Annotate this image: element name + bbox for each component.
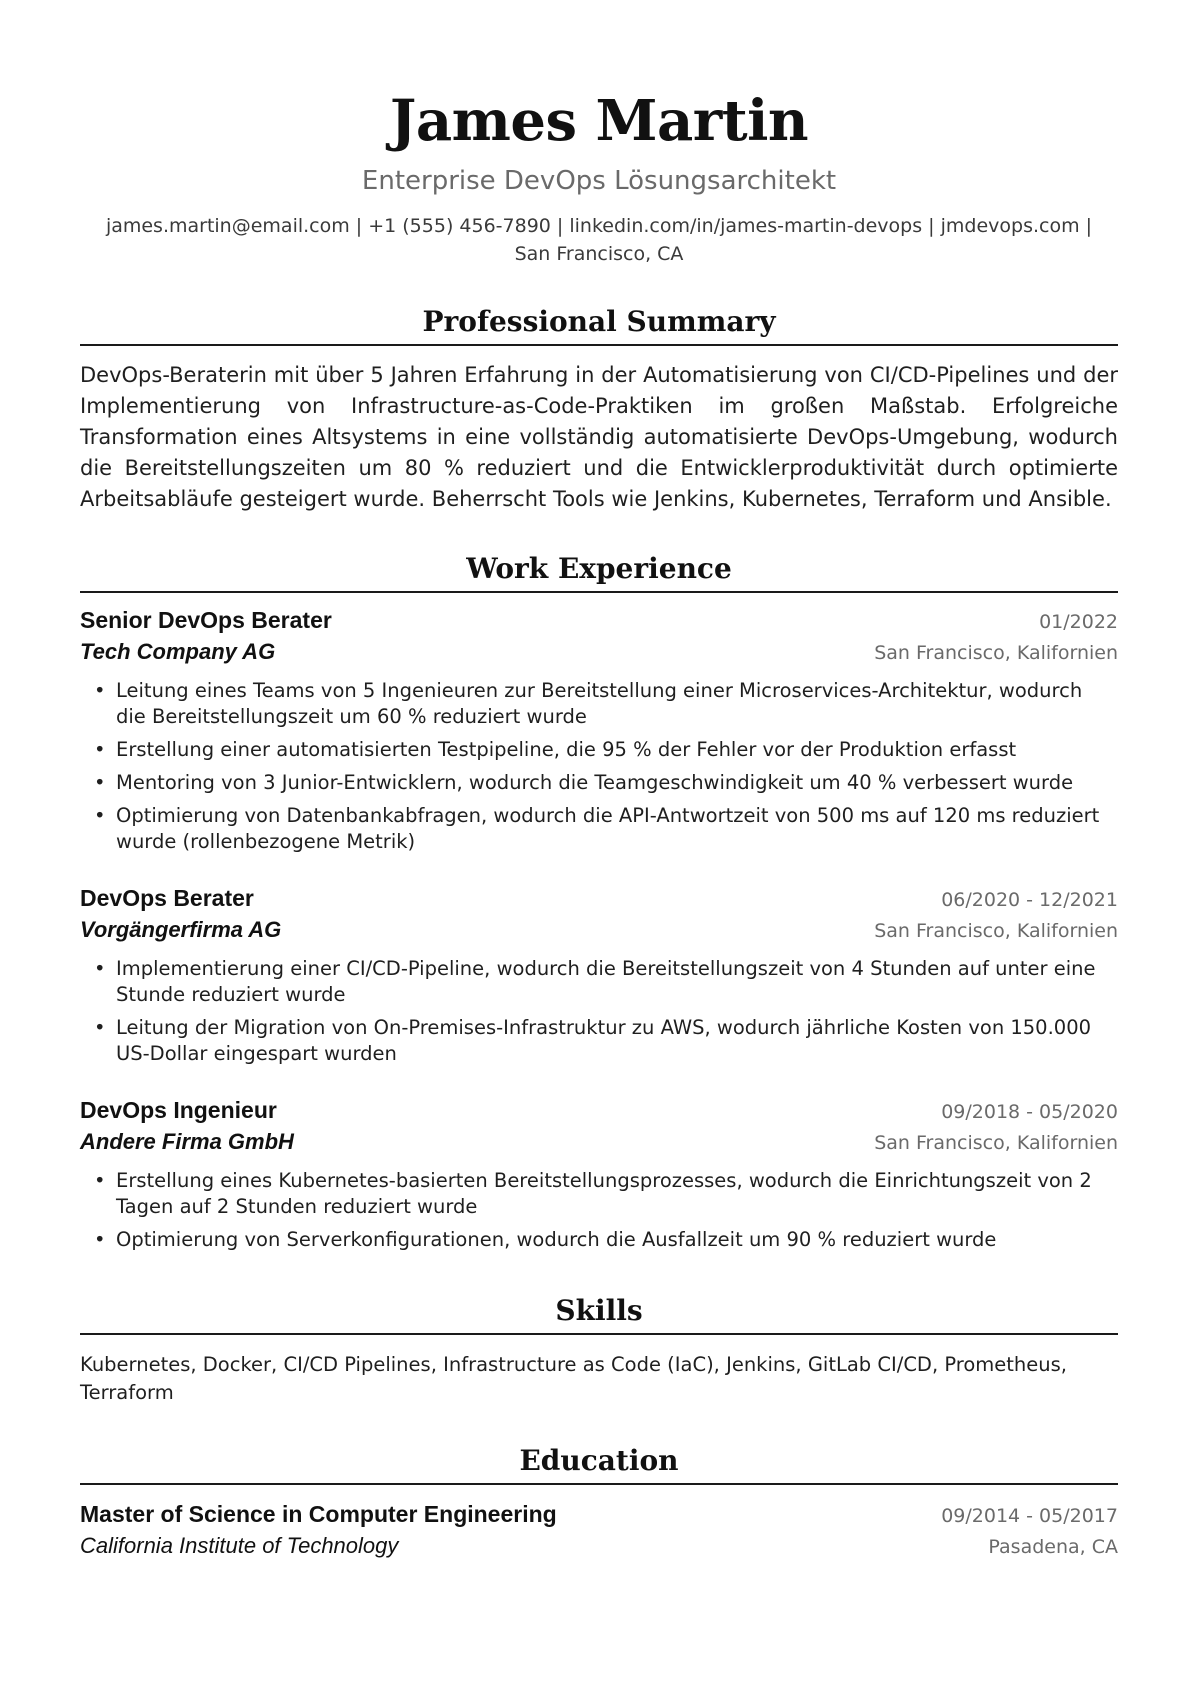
job-entry	[80, 1095, 1118, 1253]
section-heading-skills: Skills	[555, 1294, 643, 1327]
resume-page	[80, 0, 1118, 1562]
job-bullets	[80, 956, 1118, 1067]
job-header-row	[80, 605, 1118, 637]
job-entry	[80, 883, 1118, 1067]
education-header-row	[80, 1499, 1118, 1531]
education-entry	[80, 1499, 1118, 1562]
bullet-item: • Leitung der Migration von On-Premises-Infrastruktur zu AWS, wodurch jährliche Kosten von 150.000 US-Dollar eingespart wurden	[116, 1015, 1118, 1067]
contact-line: james.martin@email.com | +1 (555) 456-7890 | linkedin.com/in/james-martin-devops | jmdevops.com | San Francisco, CA	[105, 215, 1093, 265]
education-location: Pasadena, CA	[988, 1536, 1118, 1558]
education-section	[80, 1443, 1118, 1562]
job-bullets	[80, 1168, 1118, 1253]
section-divider	[80, 1333, 1118, 1335]
section-heading-summary: Professional Summary	[422, 305, 776, 338]
job-location: San Francisco, Kalifornien	[874, 642, 1118, 664]
job-location: San Francisco, Kalifornien	[874, 920, 1118, 942]
section-heading-education: Education	[519, 1444, 679, 1477]
job-dates: 01/2022	[1039, 611, 1118, 633]
skills-section	[80, 1293, 1118, 1407]
candidate-name: James Martin	[389, 88, 809, 154]
education-school: California Institute of Technology	[80, 1533, 399, 1558]
bullet-item: • Mentoring von 3 Junior-Entwicklern, wodurch die Teamgeschwindigkeit um 40 % verbessert wurde	[116, 770, 1118, 796]
job-company-row	[80, 1127, 1118, 1158]
job-entry	[80, 605, 1118, 855]
job-company-row	[80, 915, 1118, 946]
job-company: Vorgängerfirma AG	[80, 917, 282, 942]
job-dates: 09/2018 - 05/2020	[941, 1101, 1118, 1123]
job-location: San Francisco, Kalifornien	[874, 1132, 1118, 1154]
job-company: Tech Company AG	[80, 639, 276, 664]
section-divider	[80, 1483, 1118, 1485]
bullet-item: • Erstellung eines Kubernetes-basierten Bereitstellungsprozesses, wodurch die Einrichtungszeit von 2 Tagen auf 2 Stunden reduziert wurde	[116, 1168, 1118, 1220]
section-heading-experience: Work Experience	[466, 552, 732, 585]
job-company-row	[80, 637, 1118, 668]
job-dates: 06/2020 - 12/2021	[941, 889, 1118, 911]
experience-section	[80, 551, 1118, 1253]
bullet-item: • Implementierung einer CI/CD-Pipeline, wodurch die Bereitstellungszeit von 4 Stunden auf unter eine Stunde reduziert wurde	[116, 956, 1118, 1008]
job-title: DevOps Berater	[80, 885, 254, 911]
education-dates: 09/2014 - 05/2017	[941, 1505, 1118, 1527]
section-divider	[80, 344, 1118, 346]
job-header-row	[80, 883, 1118, 915]
section-divider	[80, 591, 1118, 593]
bullet-item: • Optimierung von Datenbankabfragen, wodurch die API-Antwortzeit von 500 ms auf 120 ms reduziert wurde (rollenbezogene Metrik)	[116, 803, 1118, 855]
job-header-row	[80, 1095, 1118, 1127]
bullet-item: • Optimierung von Serverkonfigurationen, wodurch die Ausfallzeit um 90 % reduziert wurde	[116, 1227, 1118, 1253]
job-title: Senior DevOps Berater	[80, 607, 332, 633]
job-company: Andere Firma GmbH	[80, 1129, 294, 1154]
skills-list: Kubernetes, Docker, CI/CD Pipelines, Infrastructure as Code (IaC), Jenkins, GitLab CI/CD, Prometheus, Terraform	[80, 1353, 1067, 1404]
summary-section	[80, 304, 1118, 515]
summary-text: DevOps-Beraterin mit über 5 Jahren Erfahrung in der Automatisierung von CI/CD-Pipelines und der Implementierung von Infrastructure-as-Code-Praktiken im großen Maßstab. Erfolgreiche Transformation eines Altsystems in eine vollständig automatisierte DevOps-Umgebung, wodurch die Bereitstellungszeiten um 80 % reduziert und die Entwicklerproduktivität durch optimierte Arbeitsabläufe gesteigert wurde. Beherrscht Tools wie Jenkins, Kubernetes, Terraform und Ansible.	[80, 363, 1118, 511]
bullet-item: • Leitung eines Teams von 5 Ingenieuren zur Bereitstellung einer Microservices-Architektur, wodurch die Bereitstellungszeit um 60 % reduziert wurde	[116, 678, 1118, 730]
candidate-title: Enterprise DevOps Lösungsarchitekt	[361, 166, 837, 196]
job-bullets	[80, 678, 1118, 855]
education-degree: Master of Science in Computer Engineering	[80, 1501, 557, 1527]
bullet-item: • Erstellung einer automatisierten Testpipeline, die 95 % der Fehler vor der Produktion erfasst	[116, 737, 1118, 763]
education-school-row	[80, 1531, 1118, 1562]
job-title: DevOps Ingenieur	[80, 1097, 277, 1123]
